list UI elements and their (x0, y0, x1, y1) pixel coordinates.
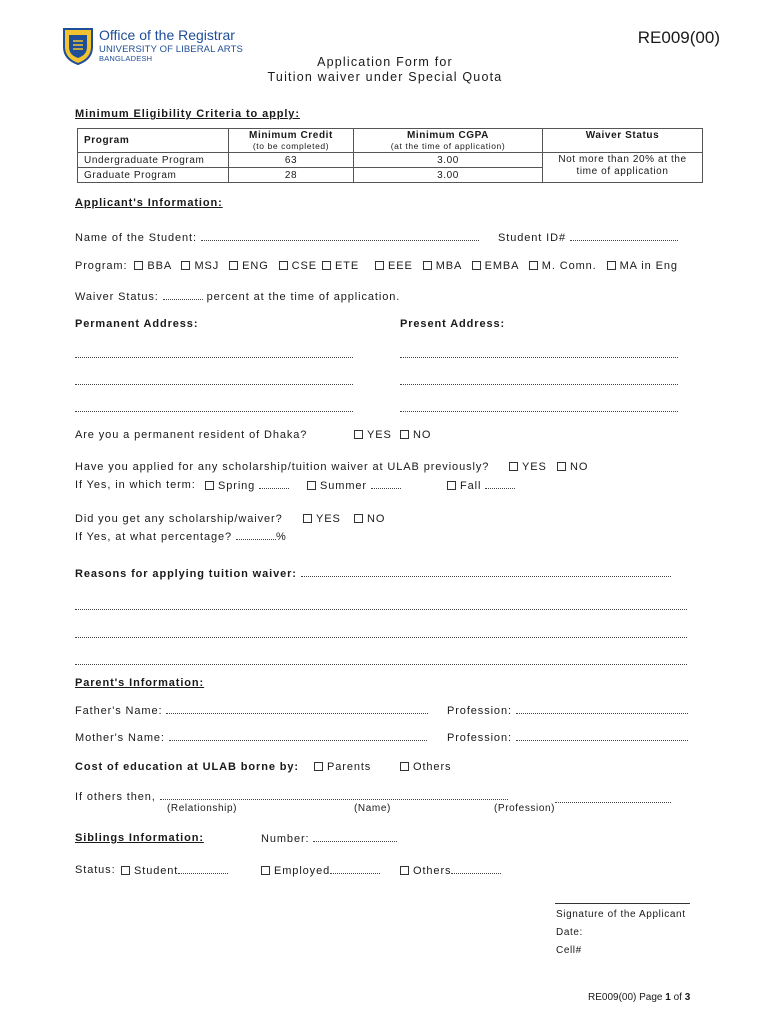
cell-credit: 28 (229, 168, 354, 183)
col-waiver-status: Waiver Status (543, 129, 703, 153)
present-address-line-3[interactable] (400, 399, 678, 417)
profession-label: Profession: (447, 732, 512, 744)
dhaka-yes-option[interactable]: YES (354, 429, 392, 441)
mother-name-row (75, 731, 427, 744)
checkbox-icon (447, 481, 456, 490)
checkbox-icon (121, 866, 130, 875)
mother-name-field[interactable] (169, 731, 427, 741)
logo-country-text: BANGLADESH (99, 54, 153, 63)
reasons-row (75, 567, 671, 580)
reasons-label: Reasons for applying tuition waiver: (75, 568, 297, 580)
checkbox-icon (181, 261, 190, 270)
status-others-option[interactable]: Others (400, 864, 501, 877)
cost-others-option[interactable]: Others (400, 761, 451, 773)
col-min-credit: Minimum Credit (to be completed) (229, 129, 354, 153)
father-profession-row (447, 704, 688, 717)
applied-question: Have you applied for any scholarship/tuition waiver at ULAB previously? (75, 461, 490, 473)
present-address-line-1[interactable] (400, 345, 678, 363)
footer-code: RE009(00) (588, 992, 637, 1003)
got-waiver-question: Did you get any scholarship/waiver? (75, 513, 283, 525)
others-relationship-name-field[interactable] (160, 790, 508, 800)
checkbox-icon (607, 261, 616, 270)
program-row (75, 260, 678, 272)
cell-label: Cell# (556, 945, 582, 956)
permanent-address-label: Permanent Address: (75, 318, 199, 330)
program-option-ete[interactable]: ETE (322, 260, 359, 272)
reasons-line-3[interactable] (75, 625, 687, 643)
student-name-row (75, 231, 479, 244)
criteria-heading: Minimum Eligibility Criteria to apply: (75, 108, 300, 120)
program-option-bba[interactable]: BBA (134, 260, 171, 272)
father-name-field[interactable] (166, 704, 428, 714)
present-address-line-2[interactable] (400, 372, 678, 390)
checkbox-icon (472, 261, 481, 270)
term-label: If Yes, in which term: (75, 479, 196, 491)
checkbox-icon (307, 481, 316, 490)
program-option-msj[interactable]: MSJ (181, 260, 219, 272)
program-option-ma-eng[interactable]: MA in Eng (607, 260, 678, 272)
checkbox-icon (400, 762, 409, 771)
checkbox-icon (354, 514, 363, 523)
percent-sign: % (275, 531, 287, 543)
form-title-line2: Tuition waiver under Special Quota (267, 70, 503, 84)
percentage-field[interactable] (236, 530, 276, 540)
checkbox-icon (354, 430, 363, 439)
checkbox-icon (322, 261, 331, 270)
checkbox-icon (557, 462, 566, 471)
cell-credit: 63 (229, 153, 354, 168)
footer-of-word: of (673, 992, 682, 1003)
checkbox-icon (400, 866, 409, 875)
logo-university-text: UNIVERSITY OF LIBERAL ARTS (99, 44, 243, 55)
others-row (75, 790, 508, 803)
student-id-row (498, 231, 678, 244)
waiver-status-row (75, 290, 400, 303)
program-label: Program: (75, 260, 128, 272)
form-code: RE009(00) (637, 28, 720, 47)
checkbox-icon (529, 261, 538, 270)
footer-page-total: 3 (684, 992, 691, 1003)
cost-parents-option[interactable]: Parents (314, 761, 371, 773)
signature-label: Signature of the Applicant (556, 909, 686, 920)
reasons-line-1[interactable] (301, 567, 671, 577)
student-name-field[interactable] (201, 231, 479, 241)
table-row (78, 153, 703, 168)
permanent-address-line-1[interactable] (75, 345, 353, 363)
program-option-eee[interactable]: EEE (375, 260, 413, 272)
logo-office-text: Office of the Registrar (99, 27, 235, 43)
siblings-status-label: Status: (75, 864, 116, 876)
applicant-heading: Applicant's Information: (75, 197, 223, 209)
criteria-table (77, 128, 703, 183)
percentage-label: If Yes, at what percentage? (75, 531, 233, 543)
program-option-mba[interactable]: MBA (423, 260, 462, 272)
checkbox-icon (303, 514, 312, 523)
checkbox-icon (229, 261, 238, 270)
checkbox-icon (509, 462, 518, 471)
checkbox-icon (423, 261, 432, 270)
col-program: Program (78, 129, 229, 153)
checkbox-icon (279, 261, 288, 270)
siblings-heading: Siblings Information: (75, 832, 204, 844)
mother-name-label: Mother's Name: (75, 732, 165, 744)
reasons-line-2[interactable] (75, 597, 687, 615)
footer-page-word: Page (639, 992, 663, 1003)
father-name-row (75, 704, 428, 717)
profession-caption: (Profession) (494, 803, 556, 814)
term-fall-option[interactable]: Fall (447, 479, 515, 492)
checkbox-icon (261, 866, 270, 875)
checkbox-icon (375, 261, 384, 270)
relationship-caption: (Relationship) (167, 803, 238, 814)
siblings-number-row (261, 832, 397, 845)
siblings-number-label: Number: (261, 833, 310, 845)
program-option-cse[interactable]: CSE (279, 260, 317, 272)
got-waiver-yes-option[interactable]: YES (303, 513, 341, 525)
checkbox-icon (134, 261, 143, 270)
program-option-emba[interactable]: EMBA (472, 260, 519, 272)
mother-profession-field[interactable] (516, 731, 688, 741)
program-option-eng[interactable]: ENG (229, 260, 269, 272)
siblings-number-field[interactable] (313, 832, 397, 842)
col-min-cgpa: Minimum CGPA (at the time of application) (354, 129, 543, 153)
checkbox-icon (205, 481, 214, 490)
applied-yes-option[interactable]: YES (509, 461, 547, 473)
checkbox-icon (314, 762, 323, 771)
cell-program: Graduate Program (78, 168, 229, 183)
name-caption: (Name) (354, 803, 391, 814)
applied-no-option[interactable]: NO (557, 461, 588, 473)
date-label: Date: (556, 927, 583, 938)
mother-profession-row (447, 731, 688, 744)
cell-cgpa: 3.00 (354, 153, 543, 168)
waiver-percent-field[interactable] (163, 290, 203, 300)
status-student-option[interactable]: Student (121, 864, 228, 877)
student-id-field[interactable] (570, 231, 678, 241)
term-summer-option[interactable]: Summer (307, 479, 401, 492)
permanent-address-line-3[interactable] (75, 399, 353, 417)
cell-cgpa: 3.00 (354, 168, 543, 183)
student-id-label: Student ID# (498, 232, 566, 244)
present-address-label: Present Address: (400, 318, 506, 330)
percentage-row (75, 530, 287, 543)
term-spring-option[interactable]: Spring (205, 479, 289, 492)
footer-page-num: 1 (665, 992, 671, 1003)
cell-waiver-status: Not more than 20% at the time of application (543, 153, 703, 183)
dhaka-question: Are you a permanent resident of Dhaka? (75, 429, 308, 441)
permanent-address-line-2[interactable] (75, 372, 353, 390)
waiver-status-suffix: percent at the time of application. (206, 291, 401, 303)
table-header-row (78, 129, 703, 153)
checkbox-icon (400, 430, 409, 439)
parents-heading: Parent's Information: (75, 677, 205, 689)
dhaka-no-option[interactable]: NO (400, 429, 431, 441)
cell-program: Undergraduate Program (78, 153, 229, 168)
program-option-mcomn[interactable]: M. Comn. (529, 260, 597, 272)
reasons-line-4[interactable] (75, 652, 687, 670)
father-profession-field[interactable] (516, 704, 688, 714)
student-name-label: Name of the Student: (75, 232, 197, 244)
got-waiver-no-option[interactable]: NO (354, 513, 385, 525)
others-label: If others then, (75, 791, 156, 803)
status-employed-option[interactable]: Employed (261, 864, 380, 877)
signature-line[interactable] (555, 903, 690, 904)
others-profession-field[interactable] (555, 790, 671, 808)
waiver-status-label: Waiver Status: (75, 291, 159, 303)
page-footer (588, 992, 690, 1003)
father-name-label: Father's Name: (75, 705, 163, 717)
cost-label: Cost of education at ULAB borne by: (75, 761, 299, 773)
profession-label: Profession: (447, 705, 512, 717)
form-title-line1: Application Form for (317, 55, 453, 69)
